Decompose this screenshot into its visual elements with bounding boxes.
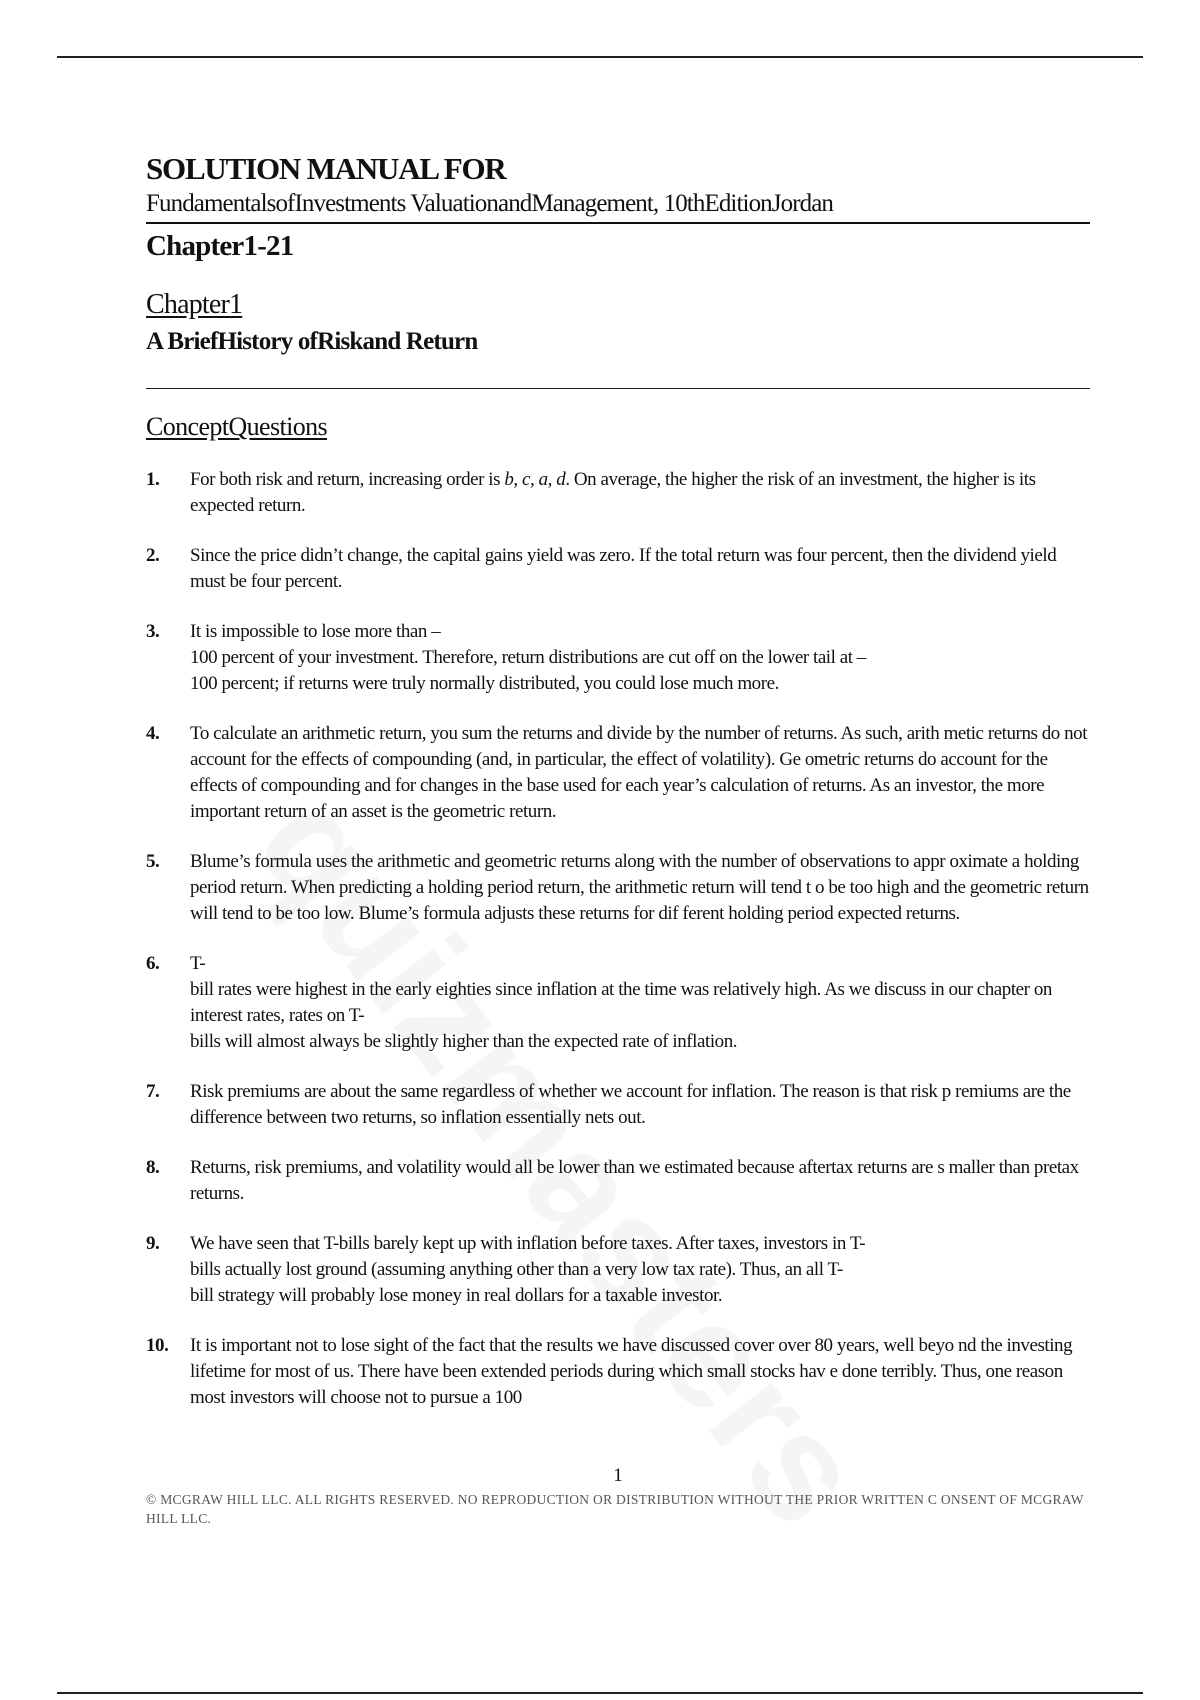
question-answer: For both risk and return, increasing order is b, c, a, d. On average, the higher the risk of an investment, the higher is its expected return. bbox=[190, 469, 1036, 516]
copyright-notice: © MCGRAW HILL LLC. ALL RIGHTS RESERVED. NO REPRODUCTION OR DISTRIBUTION WITHOUT THE PRIOR WRITTEN C ONSENT OF MCGRAW HILL LLC. bbox=[146, 1492, 1084, 1526]
question-number: 2. bbox=[146, 545, 160, 566]
question-answer: Since the price didn’t change, the capital gains yield was zero. If the total return was four percent, then the dividend yield must be four percent. bbox=[190, 545, 1057, 592]
question-answer: We have seen that T-bills barely kept up with inflation before taxes. After taxes, investors in T- bills actually lost ground (assuming anything other than a very low tax rate). Thus, an all T- bill strategy will probably lose money in real dollars for a taxable investor. bbox=[190, 1233, 866, 1306]
question-number: 5. bbox=[146, 851, 160, 872]
question-number: 3. bbox=[146, 621, 160, 642]
page-number: 1 bbox=[613, 1465, 623, 1486]
chapter-heading: Chapter1 bbox=[146, 289, 243, 320]
question-answer: Returns, risk premiums, and volatility would all be lower than we estimated because aftertax returns are s maller than pretax returns. bbox=[190, 1157, 1079, 1204]
question-number: 6. bbox=[146, 953, 160, 974]
question-item-2 bbox=[146, 543, 1090, 595]
bottom-page-rule bbox=[57, 1692, 1143, 1694]
question-item-10 bbox=[146, 1333, 1090, 1411]
question-answer: Risk premiums are about the same regardless of whether we account for inflation. The reason is that risk p remiums are the difference between two returns, so inflation essentially nets out. bbox=[190, 1081, 1071, 1128]
answer-order-italic: b, c, a, d bbox=[504, 469, 566, 490]
chapter-range: Chapter1-21 bbox=[146, 230, 294, 262]
concept-questions-list bbox=[146, 467, 1090, 1411]
question-answer: It is impossible to lose more than – 100 percent of your investment. Therefore, return distributions are cut off on the lower tail at – 100 percent; if returns were truly normally distributed, you could lose much more. bbox=[190, 621, 866, 694]
question-number: 8. bbox=[146, 1157, 160, 1178]
question-item-8 bbox=[146, 1155, 1090, 1207]
section-divider bbox=[146, 388, 1090, 389]
page-footer bbox=[146, 1464, 1090, 1528]
question-number: 7. bbox=[146, 1081, 160, 1102]
question-number: 10. bbox=[146, 1335, 169, 1356]
chapter-name: A BriefHistory ofRiskand Return bbox=[146, 328, 478, 355]
top-page-rule bbox=[57, 56, 1143, 58]
question-number: 1. bbox=[146, 469, 160, 490]
question-answer: Blume’s formula uses the arithmetic and geometric returns along with the number of observations to appr oximate a holding period return. When predicting a holding period return, the arithmetic return will tend t o be too high and the geometric return will tend to be too low. Blume’s formula adjusts these returns for dif ferent holding period expected returns. bbox=[190, 851, 1089, 924]
question-item-3 bbox=[146, 619, 1090, 697]
question-answer: To calculate an arithmetic return, you sum the returns and divide by the number of returns. As such, arith metic returns do not account for the effects of compounding (and, in particular, the effect of volatility). Ge ometric returns do account for the effects of compounding and for changes in the base used for each year’s calculation of returns. As an investor, the more important return of an asset is the geometric return. bbox=[190, 723, 1088, 822]
question-item-9 bbox=[146, 1231, 1090, 1309]
section-heading: ConceptQuestions bbox=[146, 412, 328, 441]
document-subtitle: FundamentalsofInvestments ValuationandManagement, 10thEditionJordan bbox=[146, 188, 1090, 224]
question-number: 4. bbox=[146, 723, 160, 744]
question-item-4 bbox=[146, 721, 1090, 825]
question-item-1 bbox=[146, 467, 1090, 519]
question-number: 9. bbox=[146, 1233, 160, 1254]
document-title: SOLUTION MANUAL FOR bbox=[146, 151, 506, 186]
question-item-6 bbox=[146, 951, 1090, 1055]
document-body bbox=[146, 150, 1090, 1435]
question-item-7 bbox=[146, 1079, 1090, 1131]
question-answer: It is important not to lose sight of the fact that the results we have discussed cover over 80 years, well beyo nd the investing lifetime for most of us. There have been extended periods during which small stocks hav e done terribly. Thus, one reason most investors will choose not to pursue a 100 bbox=[190, 1335, 1073, 1408]
question-item-5 bbox=[146, 849, 1090, 927]
question-answer: T- bill rates were highest in the early eighties since inflation at the time was relatively high. As we discuss in our chapter on interest rates, rates on T- bills will almost always be slightly higher than the expected rate of inflation. bbox=[190, 953, 1052, 1052]
